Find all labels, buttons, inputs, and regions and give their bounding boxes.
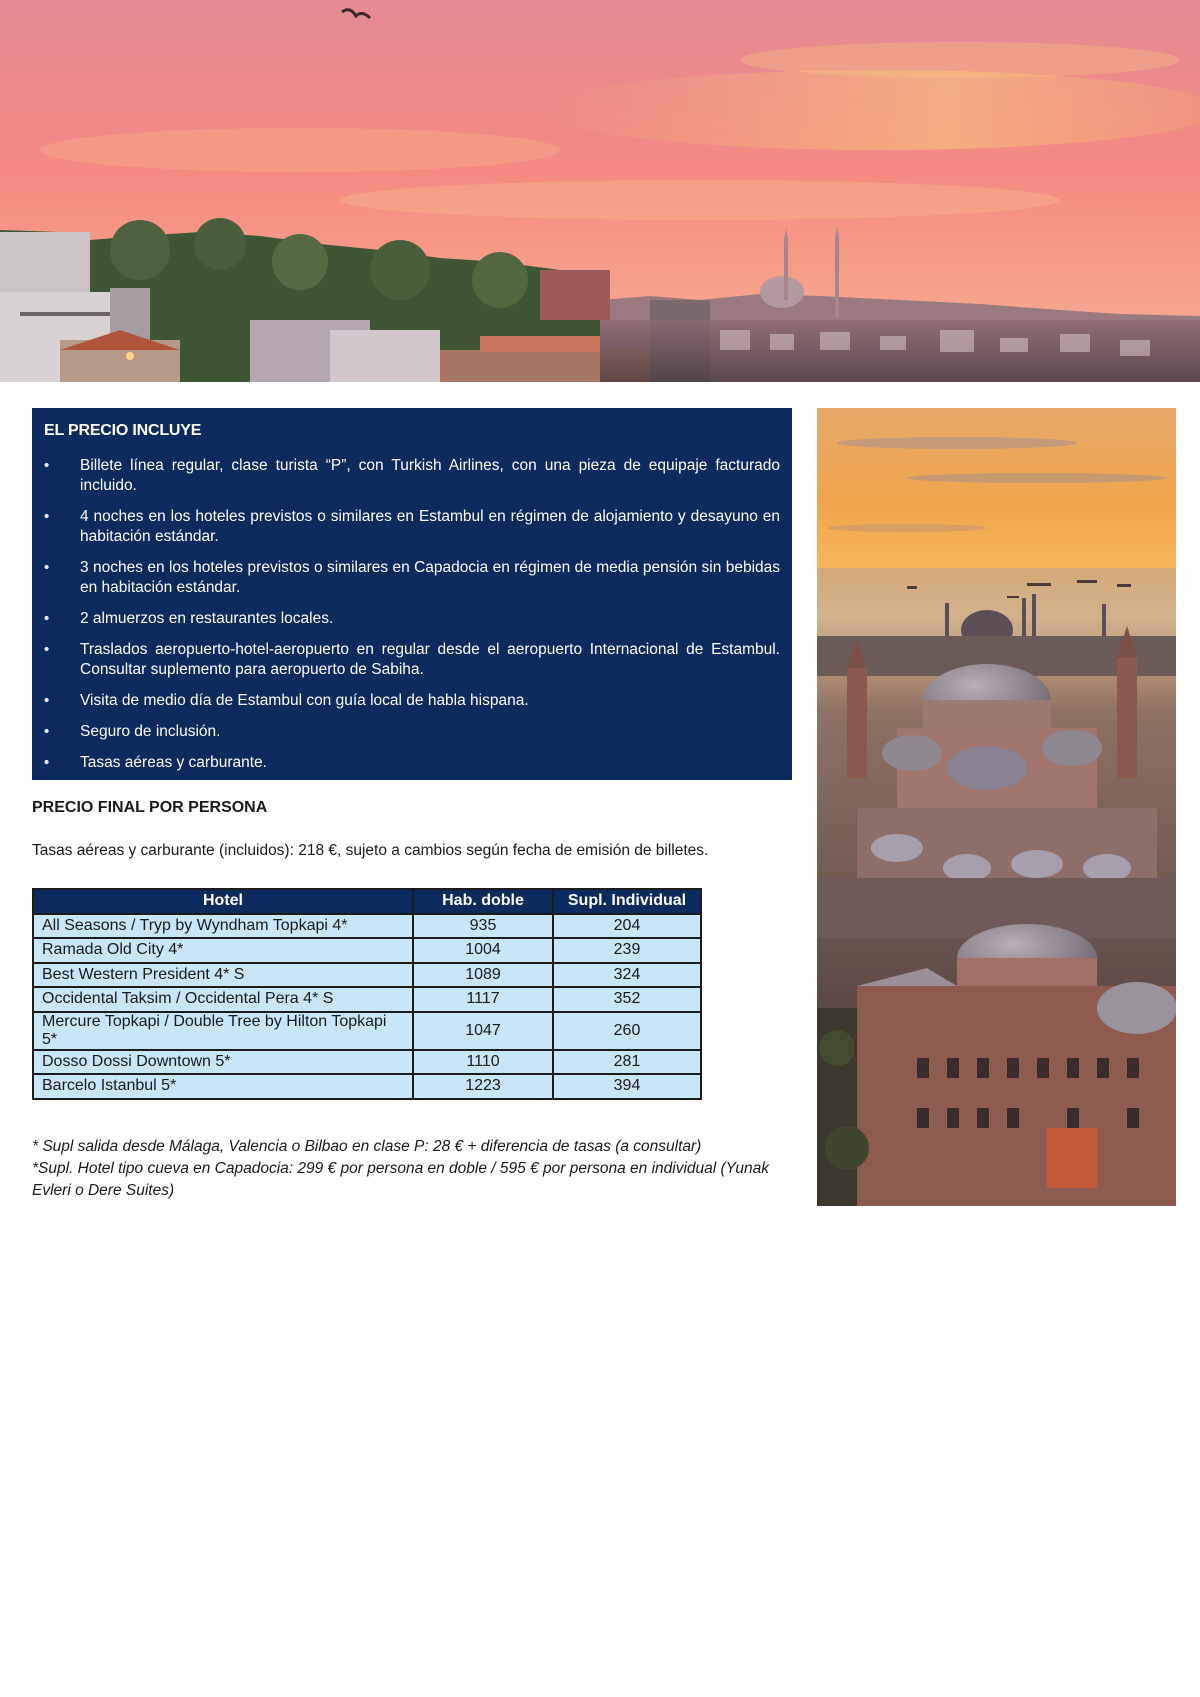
column-header-single-supplement: Supl. Individual (553, 889, 701, 914)
single-supplement-cell: 324 (553, 963, 701, 988)
price-includes-title: EL PRECIO INCLUYE (44, 422, 202, 439)
side-image-hagia-sophia (817, 408, 1176, 1206)
double-price-cell: 1110 (413, 1050, 553, 1075)
bullet-icon: • (44, 610, 50, 627)
list-item: • Visita de medio día de Estambul con guía local de habla hispana. (44, 692, 529, 709)
hotel-name-cell: Best Western President 4* S (33, 963, 413, 988)
list-item: • 4 noches en los hoteles previstos o similares en Estambul en régimen de alojamiento y desayuno en habitación estándar. (44, 508, 780, 545)
hero-image-istanbul-skyline (0, 0, 1200, 382)
table-row (33, 1074, 701, 1099)
single-supplement-cell: 281 (553, 1050, 701, 1075)
price-section-title: PRECIO FINAL POR PERSONA (32, 799, 268, 816)
single-supplement-cell: 239 (553, 938, 701, 963)
bullet-icon: • (44, 692, 50, 709)
table-row (33, 938, 701, 963)
single-supplement-cell: 260 (553, 1012, 701, 1050)
footnotes (32, 1136, 792, 1202)
taxes-note: Tasas aéreas y carburante (incluidos): 218 €, sujeto a cambios según fecha de emisión de billetes. (32, 842, 709, 859)
hotel-name-cell: Occidental Taksim / Occidental Pera 4* S (33, 987, 413, 1012)
table-row (33, 914, 701, 939)
hotel-name-cell: Barcelo Istanbul 5* (33, 1074, 413, 1099)
double-price-cell: 1117 (413, 987, 553, 1012)
column-header-hotel: Hotel (33, 889, 413, 914)
table-row (33, 1050, 701, 1075)
bullet-icon: • (44, 559, 50, 576)
table-header-row (33, 889, 701, 914)
table-row (33, 1012, 701, 1050)
hotel-price-table (32, 888, 702, 1100)
list-item: • Tasas aéreas y carburante. (44, 754, 267, 771)
double-price-cell: 1223 (413, 1074, 553, 1099)
hotel-name-cell: All Seasons / Tryp by Wyndham Topkapi 4* (33, 914, 413, 939)
single-supplement-cell: 394 (553, 1074, 701, 1099)
hotel-name-cell: Dosso Dossi Downtown 5* (33, 1050, 413, 1075)
list-item: • Traslados aeropuerto-hotel-aeropuerto en regular desde el aeropuerto Internacional de Estambul. Consultar suplemento para aeropuerto de Sabiha. (44, 641, 780, 678)
double-price-cell: 1089 (413, 963, 553, 988)
bullet-icon: • (44, 508, 50, 525)
double-price-cell: 935 (413, 914, 553, 939)
list-item: • 2 almuerzos en restaurantes locales. (44, 610, 334, 627)
list-item: • 3 noches en los hoteles previstos o similares en Capadocia en régimen de media pensión sin bebidas en habitación estándar. (44, 559, 780, 596)
bullet-icon: • (44, 723, 50, 740)
table-row (33, 987, 701, 1012)
bullet-icon: • (44, 754, 50, 771)
hotel-name-cell: Ramada Old City 4* (33, 938, 413, 963)
bullet-icon: • (44, 641, 50, 658)
single-supplement-cell: 352 (553, 987, 701, 1012)
price-includes-box (32, 408, 792, 780)
double-price-cell: 1004 (413, 938, 553, 963)
hotel-name-cell: Mercure Topkapi / Double Tree by Hilton Topkapi 5* (33, 1012, 413, 1050)
footnote-departure-supplement: * Supl salida desde Málaga, Valencia o Bilbao en clase P: 28 € + diferencia de tasas (a consultar) (32, 1138, 702, 1155)
bullet-icon: • (44, 457, 50, 474)
double-price-cell: 1047 (413, 1012, 553, 1050)
table-row (33, 963, 701, 988)
column-header-double: Hab. doble (413, 889, 553, 914)
price-includes-list (44, 456, 780, 773)
footnote-cave-hotel-supplement: *Supl. Hotel tipo cueva en Capadocia: 299 € por persona en doble / 595 € por persona en individual (Yunak Evleri o Dere Suites) (32, 1160, 770, 1199)
list-item: • Seguro de inclusión. (44, 723, 221, 740)
single-supplement-cell: 204 (553, 914, 701, 939)
list-item: • Billete línea regular, clase turista “P”, con Turkish Airlines, con una pieza de equipaje facturado incluido. (44, 457, 780, 494)
